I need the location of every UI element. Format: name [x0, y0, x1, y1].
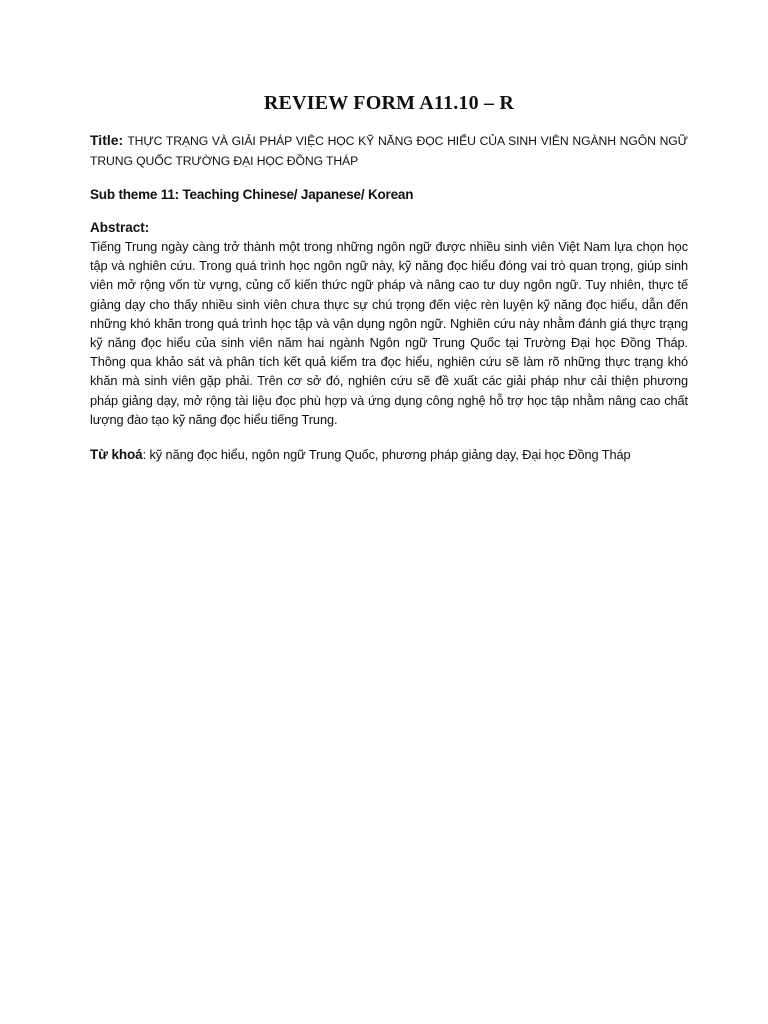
abstract-text: Tiếng Trung ngày càng trở thành một trong những ngôn ngữ được nhiều sinh viên Việt Nam lựa chọn học tập và nghiên cứu. Trong quá trình học ngôn ngữ này, kỹ năng đọc hiểu đóng vai trò quan trọng, giúp sinh viên mở rộng vốn từ vựng, củng cố kiến thức ngữ pháp và nâng cao tư duy ngôn ngữ. Tuy nhiên, thực tế giảng dạy cho thấy nhiều sinh viên chưa thực sự chú trọng đến việc rèn luyện kỹ năng đọc hiểu, dẫn đến những khó khăn trong quá trình học tập và vận dụng ngôn ngữ. Nghiên cứu này nhằm đánh giá thực trạng kỹ năng đọc hiểu của sinh viên năm hai ngành Ngôn ngữ Trung Quốc tại Trường Đại học Đồng Tháp. Thông qua khảo sát và phân tích kết quả kiểm tra đọc hiểu, nghiên cứu sẽ làm rõ những thực trạng khó khăn mà sinh viên gặp phải. Trên cơ sở đó, nghiên cứu sẽ đề xuất các giải pháp như cải thiện phương pháp giảng dạy, mở rộng tài liệu đọc phù hợp và ứng dụng công nghệ hỗ trợ học tập nhằm nâng cao chất lượng đào tạo kỹ năng đọc hiểu tiếng Trung. — [90, 239, 688, 427]
title-label: Title: — [90, 132, 124, 148]
keywords-label: Từ khoá — [90, 447, 143, 463]
keywords-text: : kỹ năng đọc hiểu, ngôn ngữ Trung Quốc, phương pháp giảng dạy, Đại học Đồng Tháp — [142, 447, 631, 463]
keywords-line — [90, 445, 688, 464]
title-text: THỰC TRẠNG VÀ GIẢI PHÁP VIỆC HỌC KỸ NĂNG ĐỌC HIỂU CỦA SINH VIÊN NGÀNH NGÔN NGỮ TRUNG QUỐC TRƯỜNG ĐẠI HỌC ĐỒNG THÁP — [90, 134, 688, 168]
paper-title — [90, 131, 688, 171]
subtheme-line: Sub theme 11: Teaching Chinese/ Japanese/ Korean — [90, 187, 414, 202]
abstract-label: Abstract: — [90, 220, 150, 235]
document-heading: REVIEW FORM A11.10 – R — [263, 92, 515, 114]
document-content — [90, 92, 688, 464]
